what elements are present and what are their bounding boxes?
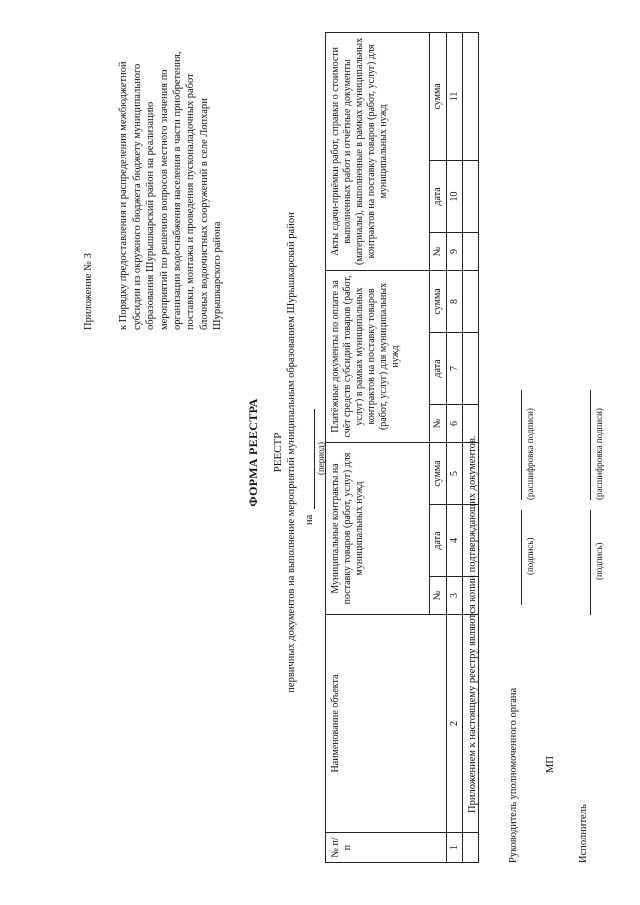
appendix-block	[82, 52, 225, 330]
header-acts: Акты сдачи-приёмки работ, справки о стоимости выполненных работ и отчётные документы (материалы), выполненные в рамках муниципальных контрактов на поставку товаров (работ, услуг) для муниципальных нужд	[326, 32, 430, 270]
appendix-line: организации водоснабжения населения в части приобретения,	[172, 51, 184, 330]
table-cell	[463, 232, 479, 270]
registry-title: РЕЕСТР	[272, 432, 284, 473]
column-number: 4	[447, 505, 463, 577]
table-cell	[463, 332, 479, 404]
column-number: 11	[447, 32, 463, 160]
subheader-date: дата	[430, 505, 447, 577]
table-cell	[463, 160, 479, 232]
subheader-sum: сумма	[430, 32, 447, 160]
appendix-line: Шурышкарского района	[212, 221, 224, 330]
column-number: 10	[447, 160, 463, 232]
header-payments: Платёжные документы по оплате за счёт средств субсидий товаров (работ, услуг) в рамках муниципальных контрактов на поставку товаров (работ, услуг) для муниципальных нужд	[326, 270, 430, 442]
registry-table	[325, 32, 479, 863]
executor-signature-caption: (подпись)	[594, 542, 604, 580]
date-line	[302, 409, 315, 525]
appendix-title: Приложение № 3	[83, 253, 94, 330]
column-number: 3	[447, 577, 463, 615]
appendix-line: поставки, монтажа и проведения пусконаладочных работ	[185, 73, 197, 330]
head-label: Руководитель уполномоченного органа	[508, 687, 519, 863]
date-prefix: на	[304, 514, 315, 525]
head-signature-caption: (подпись)	[525, 537, 535, 575]
appendix-line: субсидии из окружного бюджета бюджету муниципального	[131, 63, 143, 330]
executor-label: Исполнитель	[578, 804, 589, 863]
column-number: 5	[447, 442, 463, 504]
subheader-date: дата	[430, 332, 447, 404]
appendix-line: мероприятий по решению вопросов местного значения по	[158, 69, 170, 330]
head-decode-caption: (расшифровка подписи)	[525, 408, 535, 500]
table-cell	[463, 270, 479, 332]
executor-signature-line	[589, 510, 591, 615]
subheader-date: дата	[430, 160, 447, 232]
subheader-sum: сумма	[430, 270, 447, 332]
column-number: 8	[447, 270, 463, 332]
table-cell	[463, 32, 479, 160]
period-caption: (период)	[316, 442, 326, 475]
header-contracts: Муниципальные контракты на поставку товаров (работ, услуг) для муниципальных нужд	[326, 442, 430, 614]
column-number: 9	[447, 232, 463, 270]
table-cell	[463, 833, 479, 863]
head-decode-line	[520, 390, 522, 500]
appendix-line: к Порядку предоставления и распределения межбюджетной	[118, 61, 130, 330]
subheader-sum: сумма	[430, 442, 447, 504]
executor-decode-line	[589, 390, 591, 500]
subheader-no: №	[430, 232, 447, 270]
column-number: 1	[447, 833, 463, 863]
header-object-name: Наименование объекта	[326, 615, 447, 833]
subheader-no: №	[430, 404, 447, 442]
column-number-row	[447, 32, 463, 862]
seal-label: МП	[545, 756, 556, 773]
table-header-row	[326, 32, 430, 862]
attachments-note: Приложением к настоящему реестру являются копии подтверждающих документов.	[467, 435, 478, 813]
registry-subtitle: первичных документов на выполнение мероприятий муниципальным образованием Шурышкарский район	[286, 212, 297, 693]
executor-decode-caption: (расшифровка подписи)	[594, 408, 604, 500]
column-number: 2	[447, 615, 463, 833]
column-number: 6	[447, 404, 463, 442]
form-title: ФОРМА РЕЕСТРА	[246, 398, 260, 507]
column-number: 7	[447, 332, 463, 404]
date-blank	[302, 409, 315, 509]
appendix-line: образования Шурышкарский район на реализацию	[145, 101, 157, 330]
head-signature-line	[520, 510, 522, 605]
appendix-line: блочных водоочистных сооружений в селе Лопхари	[198, 98, 210, 330]
subheader-no: №	[430, 577, 447, 615]
header-num: № п/п	[326, 833, 447, 863]
